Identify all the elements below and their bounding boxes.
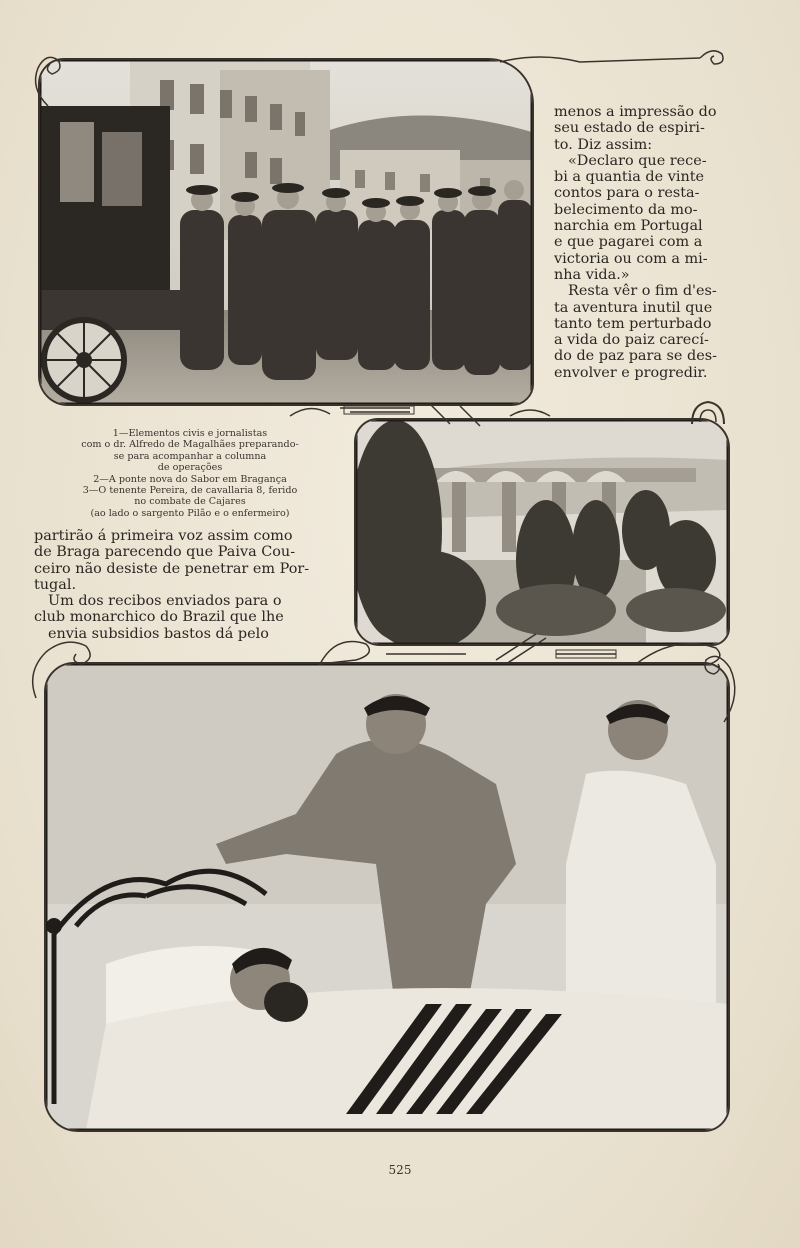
left-text-column	[34, 528, 310, 642]
photo-sabor-bridge	[354, 418, 730, 646]
text-line: partirão á primeira voz assim como	[34, 528, 293, 544]
text-line: ta aventura inutil que	[554, 299, 713, 316]
right-text-column	[554, 104, 730, 381]
text-line: do de paz para se des-	[554, 348, 717, 365]
caption-line: 1—Elementos civis e jornalistas	[112, 428, 268, 439]
page-number: 525	[388, 1163, 412, 1177]
text-line: ceiro não desiste de penetrar em Por-	[34, 560, 310, 577]
text-line: club monarchico do Brazil que lhe	[34, 609, 284, 626]
text-line: a vida do paiz carecí-	[554, 332, 709, 349]
text-line: e que pagarei com a	[554, 234, 703, 251]
text-line: nha vida.»	[554, 266, 630, 283]
text-line: tanto tem perturbado	[554, 315, 712, 332]
text-line: belecimento da mo-	[554, 201, 698, 218]
text-line: bi a quantia de vinte	[554, 169, 705, 186]
photo-wounded-lieutenant	[44, 662, 730, 1132]
photo-civilians-and-journalists	[38, 58, 534, 406]
caption-line: 3—O tenente Pereira, de cavallaria 8, ferido	[82, 485, 298, 497]
text-line: envolver e progredir.	[554, 364, 708, 381]
caption-line: no combate de Cajares	[134, 496, 246, 508]
text-line: victoria ou com a mi-	[554, 250, 708, 267]
text-line: menos a impressão do	[554, 104, 717, 120]
text-line: tugal.	[34, 576, 77, 593]
text-line: «Declaro que rece-	[568, 152, 707, 169]
text-line: envia subsidios bastos dá pelo	[48, 625, 269, 642]
text-line: contos para o resta-	[554, 185, 700, 202]
caption-line: de operações	[157, 462, 223, 474]
text-line: seu estado de espiri-	[554, 120, 705, 137]
photo-captions	[40, 428, 340, 519]
text-line: de Braga parecendo que Paiva Cou-	[34, 544, 296, 561]
text-line: to. Diz assim:	[554, 136, 653, 153]
text-line: Um dos recibos enviados para o	[48, 593, 282, 610]
caption-line: 2—A ponte nova do Sabor em Bragança	[93, 473, 287, 485]
caption-line: se para acompanhar a columna	[113, 450, 267, 462]
text-line: Resta vêr o fim d'es-	[568, 283, 717, 300]
caption-line: (ao lado o sargento Pilão e o enfermeiro)	[90, 507, 290, 519]
caption-line: com o dr. Alfredo de Magalhães preparando-	[81, 439, 299, 451]
text-line: narchia em Portugal	[554, 218, 703, 235]
ornament-top-right-flourish	[500, 42, 730, 82]
